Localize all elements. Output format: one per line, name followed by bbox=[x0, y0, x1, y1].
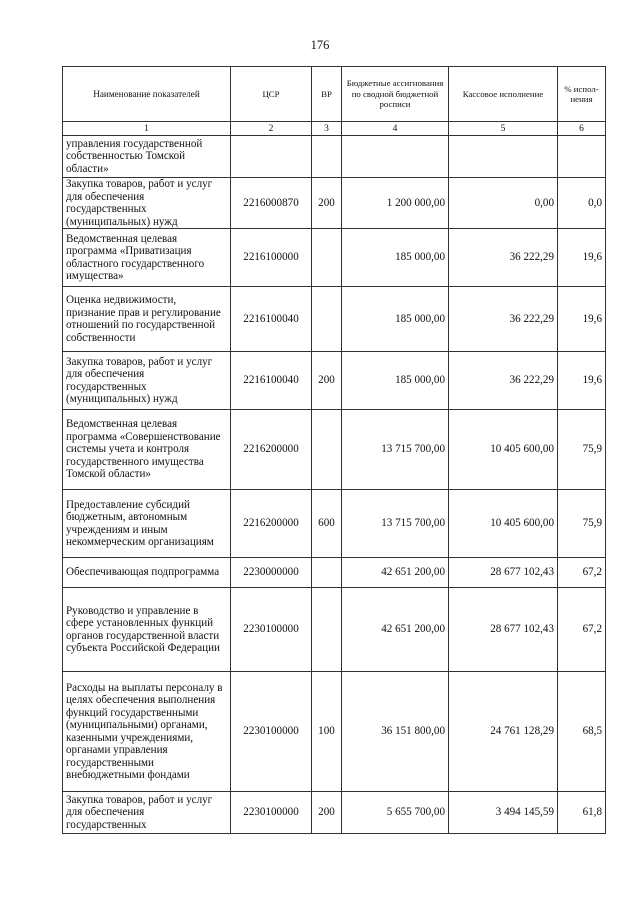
table-row bbox=[63, 672, 606, 792]
cell-cash: 36 222,29 bbox=[449, 229, 558, 287]
cell-vr bbox=[312, 558, 342, 588]
col-header-name: Наименование показателей bbox=[63, 67, 231, 122]
table-row bbox=[63, 588, 606, 672]
cell-csr: 2216100040 bbox=[231, 352, 312, 410]
cell-cash: 10 405 600,00 bbox=[449, 410, 558, 490]
cell-percent: 67,2 bbox=[558, 558, 606, 588]
table-row bbox=[63, 410, 606, 490]
cell-cash: 28 677 102,43 bbox=[449, 558, 558, 588]
cell-budget: 185 000,00 bbox=[342, 229, 449, 287]
col-number: 3 bbox=[312, 122, 342, 136]
cell-percent: 19,6 bbox=[558, 229, 606, 287]
cell-budget: 5 655 700,00 bbox=[342, 792, 449, 834]
col-number: 6 bbox=[558, 122, 606, 136]
cell-name: Оценка недвижимости, признание прав и регулирование отношений по государственной собственности bbox=[63, 287, 231, 352]
table-row bbox=[63, 229, 606, 287]
col-number: 1 bbox=[63, 122, 231, 136]
cell-cash bbox=[449, 136, 558, 178]
cell-csr: 2216200000 bbox=[231, 410, 312, 490]
cell-percent: 67,2 bbox=[558, 588, 606, 672]
cell-budget: 185 000,00 bbox=[342, 287, 449, 352]
table-row bbox=[63, 490, 606, 558]
cell-percent: 19,6 bbox=[558, 287, 606, 352]
table-row bbox=[63, 558, 606, 588]
cell-cash: 36 222,29 bbox=[449, 287, 558, 352]
cell-cash: 36 222,29 bbox=[449, 352, 558, 410]
cell-name: Расходы на выплаты персоналу в целях обеспечения выполнения функций государственными (муниципальными) органами, казенными учреждениями, органами управления государственными внебюджетными фондами bbox=[63, 672, 231, 792]
cell-percent: 68,5 bbox=[558, 672, 606, 792]
cell-budget: 36 151 800,00 bbox=[342, 672, 449, 792]
header-row bbox=[63, 67, 606, 122]
cell-vr bbox=[312, 588, 342, 672]
col-header-budget: Бюджетные ассигнования по сводной бюджетной росписи bbox=[342, 67, 449, 122]
cell-percent: 61,8 bbox=[558, 792, 606, 834]
cell-name: Ведомственная целевая программа «Совершенствование системы учета и контроля государственного имущества Томской области» bbox=[63, 410, 231, 490]
cell-csr: 2230000000 bbox=[231, 558, 312, 588]
cell-vr: 200 bbox=[312, 792, 342, 834]
cell-vr: 200 bbox=[312, 178, 342, 229]
cell-cash: 28 677 102,43 bbox=[449, 588, 558, 672]
budget-table bbox=[62, 66, 606, 834]
table-row bbox=[63, 287, 606, 352]
cell-csr: 2216100040 bbox=[231, 287, 312, 352]
cell-percent: 75,9 bbox=[558, 490, 606, 558]
cell-vr: 100 bbox=[312, 672, 342, 792]
cell-csr: 2216200000 bbox=[231, 490, 312, 558]
page-number: 176 bbox=[310, 38, 330, 52]
cell-csr: 2230100000 bbox=[231, 792, 312, 834]
cell-budget: 13 715 700,00 bbox=[342, 410, 449, 490]
cell-csr: 2230100000 bbox=[231, 672, 312, 792]
table-row bbox=[63, 178, 606, 229]
col-header-cash: Кассовое исполнение bbox=[449, 67, 558, 122]
cell-budget: 185 000,00 bbox=[342, 352, 449, 410]
cell-percent: 19,6 bbox=[558, 352, 606, 410]
cell-csr bbox=[231, 136, 312, 178]
cell-vr bbox=[312, 136, 342, 178]
col-header-percent: % испол-нения bbox=[558, 67, 606, 122]
cell-name: Обеспечивающая подпрограмма bbox=[63, 558, 231, 588]
cell-percent: 75,9 bbox=[558, 410, 606, 490]
cell-cash: 24 761 128,29 bbox=[449, 672, 558, 792]
cell-percent: 0,0 bbox=[558, 178, 606, 229]
col-header-csr: ЦСР bbox=[231, 67, 312, 122]
cell-vr: 200 bbox=[312, 352, 342, 410]
cell-csr: 2216100000 bbox=[231, 229, 312, 287]
cell-budget: 42 651 200,00 bbox=[342, 558, 449, 588]
cell-name: Руководство и управление в сфере установленных функций органов государственной власти субъекта Российской Федерации bbox=[63, 588, 231, 672]
cell-name: Предоставление субсидий бюджетным, автономным учреждениям и иным некоммерческим организациям bbox=[63, 490, 231, 558]
cell-name: Закупка товаров, работ и услуг для обеспечения государственных (муниципальных) нужд bbox=[63, 178, 231, 229]
cell-budget: 1 200 000,00 bbox=[342, 178, 449, 229]
cell-budget: 13 715 700,00 bbox=[342, 490, 449, 558]
cell-cash: 10 405 600,00 bbox=[449, 490, 558, 558]
table-row bbox=[63, 352, 606, 410]
cell-budget: 42 651 200,00 bbox=[342, 588, 449, 672]
cell-percent bbox=[558, 136, 606, 178]
cell-cash: 0,00 bbox=[449, 178, 558, 229]
cell-budget bbox=[342, 136, 449, 178]
col-number: 5 bbox=[449, 122, 558, 136]
col-number: 4 bbox=[342, 122, 449, 136]
cell-vr bbox=[312, 410, 342, 490]
cell-vr bbox=[312, 287, 342, 352]
cell-name: управления государственной собственностью Томской области» bbox=[63, 136, 231, 178]
cell-csr: 2216000870 bbox=[231, 178, 312, 229]
cell-cash: 3 494 145,59 bbox=[449, 792, 558, 834]
column-number-row bbox=[63, 122, 606, 136]
table-row bbox=[63, 136, 606, 178]
cell-csr: 2230100000 bbox=[231, 588, 312, 672]
col-number: 2 bbox=[231, 122, 312, 136]
cell-name: Закупка товаров, работ и услуг для обеспечения государственных (муниципальных) нужд bbox=[63, 352, 231, 410]
col-header-vr: ВР bbox=[312, 67, 342, 122]
cell-vr: 600 bbox=[312, 490, 342, 558]
cell-name: Закупка товаров, работ и услуг для обеспечения государственных bbox=[63, 792, 231, 834]
table-row bbox=[63, 792, 606, 834]
cell-name: Ведомственная целевая программа «Приватизация областного государственного имущества» bbox=[63, 229, 231, 287]
cell-vr bbox=[312, 229, 342, 287]
